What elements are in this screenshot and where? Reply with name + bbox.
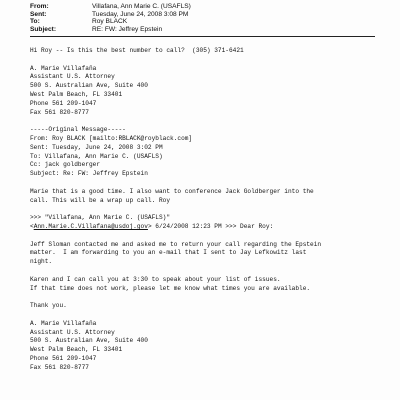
paragraph-line: If that time does not work, please let me know what times you are available.	[30, 284, 311, 292]
quoted-email-open: <	[30, 222, 34, 230]
original-to-line: To: Villafana, Ann Marie C. (USAFLS)	[30, 152, 163, 160]
header-sent-label: Sent:	[30, 10, 47, 18]
thank-you-line: Thank you.	[30, 302, 67, 310]
original-message-separator: -----Original Message-----	[30, 126, 126, 134]
original-subject-line: Subject: Re: FW: Jeffrey Epstein	[30, 170, 148, 178]
paragraph-line: Jeff Sloman contacted me and asked me to return your call regarding the Epstein	[30, 240, 322, 248]
paragraph-line: Karen and I can call you at 3:30 to speak about your list of issues.	[30, 275, 281, 283]
email-header	[30, 3, 390, 33]
header-sent-value: Tuesday, June 24, 2008 3:08 PM	[92, 10, 189, 18]
signature-address: 500 S. Australian Ave, Suite 400	[30, 82, 148, 90]
header-sent-row	[30, 11, 390, 19]
signature-city: West Palm Beach, FL 33401	[30, 90, 123, 98]
header-subject-label: Subject:	[30, 25, 57, 33]
header-to-value: Roy BLACK	[92, 18, 128, 26]
signature-fax: Fax 561 820-8777	[30, 108, 89, 116]
paragraph-line: matter. I am forwarding to you an e-mail that I sent to Jay Lefkowitz last	[30, 249, 307, 257]
paragraph-line: night.	[30, 258, 53, 266]
header-subject-row	[30, 26, 390, 34]
greeting-line: Hi Roy -- Is this the best number to call? (305) 371-6421	[30, 47, 244, 54]
email-body	[30, 47, 390, 372]
header-from-row	[30, 3, 390, 11]
quoted-sender-line: >>> "Villafana, Ann Marie C. (USAFLS)"	[30, 214, 171, 222]
signature-address: 500 S. Australian Ave, Suite 400	[30, 337, 148, 345]
original-sent-line: Sent: Tuesday, June 24, 2008 3:02 PM	[30, 143, 163, 151]
quoted-email-link[interactable]: Ann.Marie.C.Villafana@usdoj.gov	[33, 222, 148, 230]
signature-fax: Fax 561 820-8777	[30, 363, 89, 371]
reply-line: call. This will be a wrap up call. Roy	[30, 196, 171, 204]
signature-phone: Phone 561 209-1047	[30, 99, 97, 107]
signature-title: Assistant U.S. Attorney	[30, 328, 115, 336]
quoted-date-text: > 6/24/2008 12:23 PM >>> Dear Roy:	[147, 222, 274, 230]
original-cc-line: Cc: jack goldberger	[30, 161, 101, 169]
reply-line: Marie that is a good time. I also want to conference Jack Goldberger into the	[30, 187, 314, 195]
original-from-line: From: Roy BLACK [mailto:RBLACK@royblack.com]	[30, 134, 193, 142]
signature-title: Assistant U.S. Attorney	[30, 73, 115, 81]
signature-city: West Palm Beach, FL 33401	[30, 346, 123, 354]
quoted-email-line	[30, 223, 390, 232]
header-divider	[30, 36, 375, 37]
signature-phone: Phone 561 209-1047	[30, 354, 97, 362]
header-to-row	[30, 18, 390, 26]
header-from-value: Villafana, Ann Marie C. (USAFLS)	[92, 3, 191, 10]
signature-name: A. Marie Villafaña	[30, 319, 97, 327]
header-to-label: To:	[30, 18, 40, 26]
header-from-label: From:	[30, 3, 49, 10]
header-subject-value: RE: FW: Jeffrey Epstein	[92, 25, 163, 33]
signature-name: A. Marie Villafaña	[30, 64, 97, 72]
